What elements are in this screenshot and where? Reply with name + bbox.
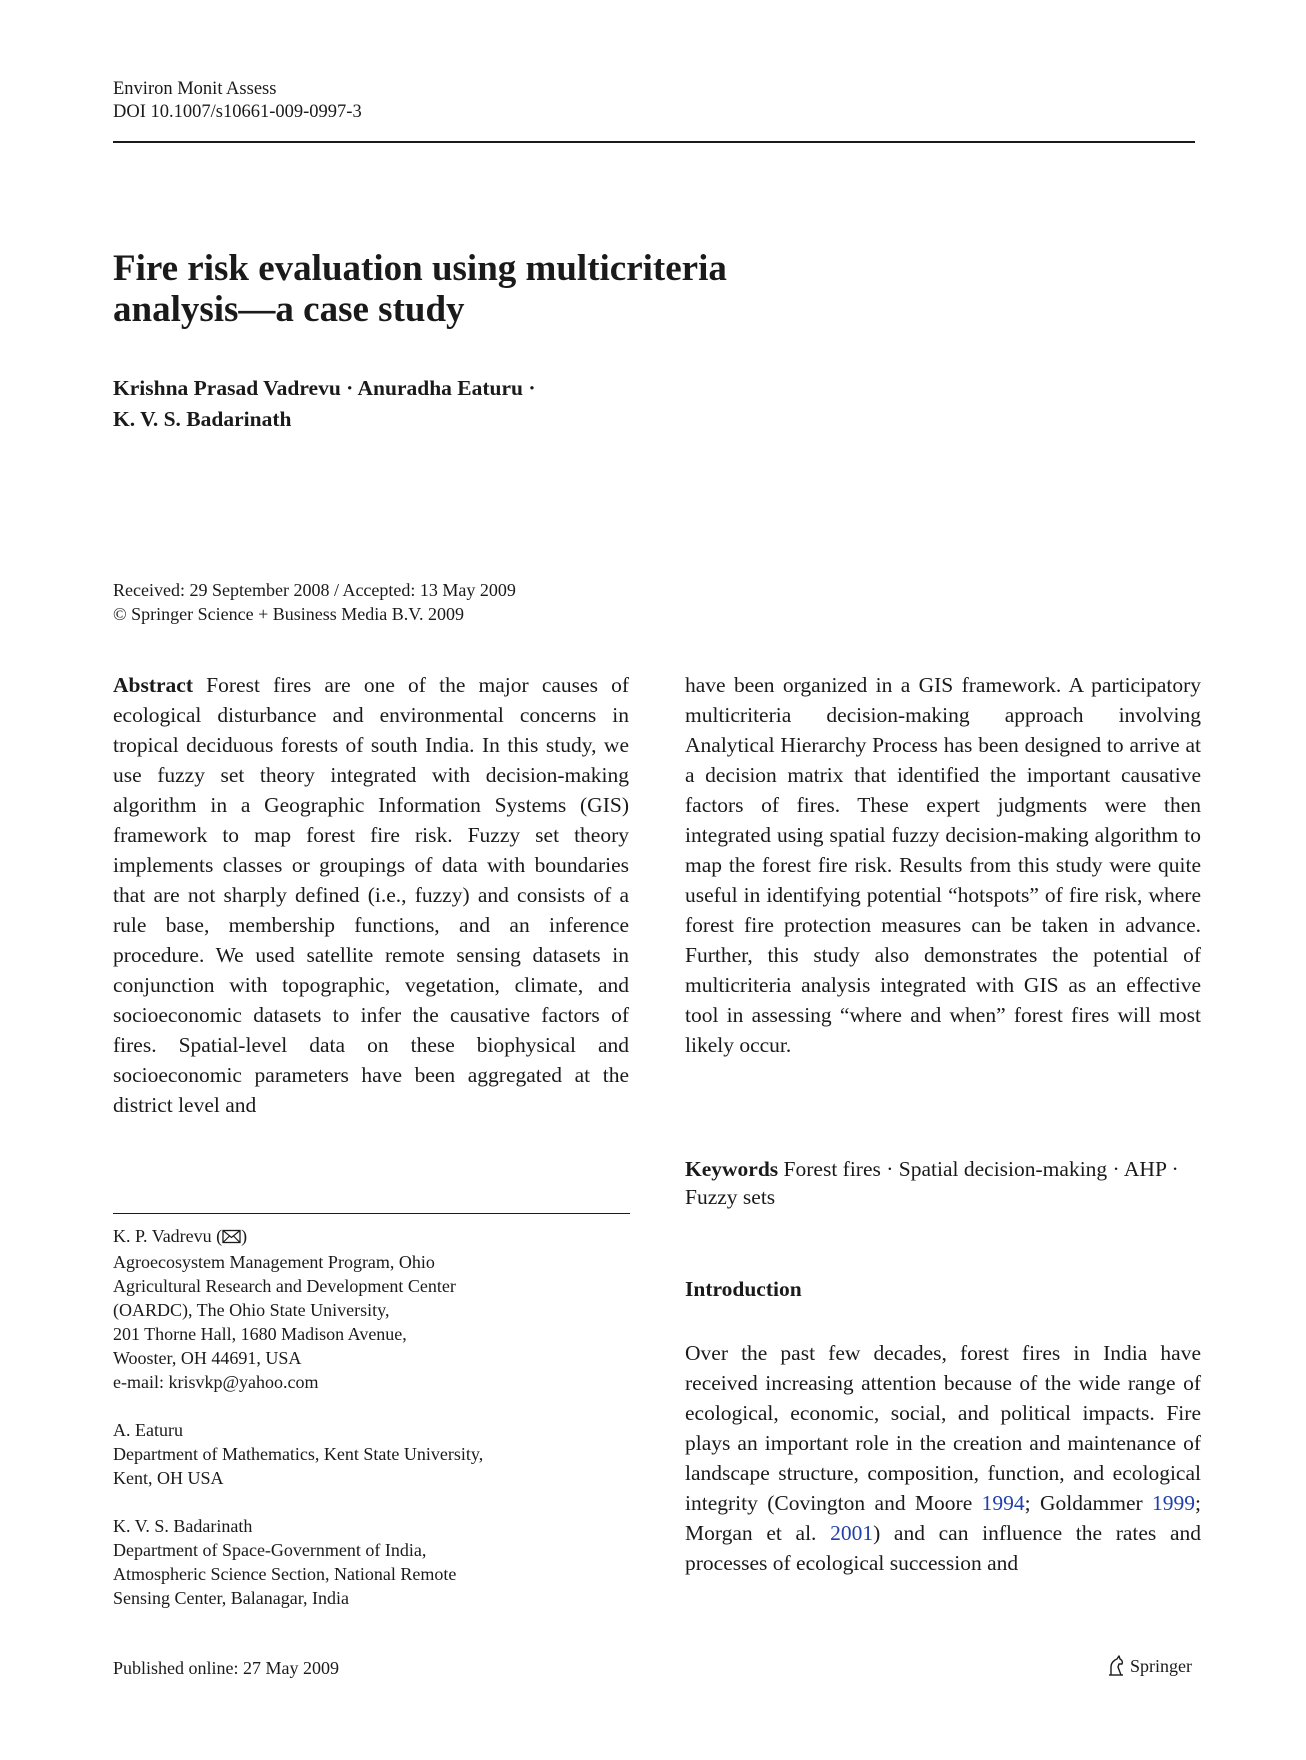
affiliation-line: Agroecosystem Management Program, Ohio [113, 1252, 435, 1272]
abstract-left-column [113, 670, 629, 1120]
affiliations [113, 1224, 633, 1634]
authors-line-1: Krishna Prasad Vadrevu · Anuradha Eaturu · [113, 376, 536, 400]
affiliation-line: Department of Mathematics, Kent State University, [113, 1444, 484, 1464]
keywords-text: Forest fires · Spatial decision-making · AHP · Fuzzy sets [685, 1157, 1179, 1209]
introduction-heading: Introduction [685, 1277, 802, 1301]
copyright: © Springer Science + Business Media B.V. 2009 [113, 604, 464, 624]
abstract-text-right: have been organized in a GIS framework. A participatory multicriteria decision-making approach involving Analytical Hierarchy Process has been designed to arrive at a decision matrix that identified the important causative factors of fires. These expert judgments were then integrated using spatial fuzzy decision-making algorithm to map the forest fire risk. Results from this study were quite useful in identifying potential “hotspots” of fire risk, where forest fire protection measures can be taken in advance. Further, this study also demonstrates the potential of multicriteria analysis integrated with GIS as an effective tool in assessing “where and when” forest fires will most likely occur. [685, 673, 1201, 1057]
header-rule [113, 141, 1195, 143]
affiliation-line: Atmospheric Science Section, National Remote [113, 1564, 457, 1584]
affiliation-line: Department of Space-Government of India, [113, 1540, 427, 1560]
journal-header [113, 78, 362, 124]
abstract-right-column [685, 670, 1201, 1060]
introduction-text: Over the past few decades, forest fires in India have received increasing attention because of the wide range of ecological, economic, social, and political impacts. Fire plays an important role in the creation and maintenance of landscape structure, composition, function, and ecological integrity (Covington and Moore 1994; Goldammer 1999; Morgan et al. 2001) and can influence the rates and processes of ecological succession and [685, 1341, 1202, 1575]
citation-link[interactable]: 1994 [981, 1491, 1025, 1515]
paper-title [113, 248, 1013, 330]
keywords [685, 1155, 1201, 1211]
published-online: Published online: 27 May 2009 [113, 1658, 339, 1678]
affiliation-line: Kent, OH USA [113, 1468, 224, 1488]
abstract-text-left: Forest fires are one of the major causes of ecological disturbance and environmental concerns in tropical deciduous forests of south India. In this study, we use fuzzy set theory integrated with decision-making algorithm in a Geographic Information Systems (GIS) framework to map forest fire risk. Fuzzy set theory implements classes or groupings of data with boundaries that are not sharply defined (i.e., fuzzy) and consists of a rule base, membership functions, and an inference procedure. We used satellite remote sensing datasets in conjunction with topographic, vegetation, climate, and socioeconomic datasets to infer the causative factors of fires. Spatial-level data on these biophysical and socioeconomic parameters have been aggregated at the district level and [113, 673, 629, 1117]
affiliation-name: K. P. Vadrevu ( ) [113, 1224, 633, 1250]
affiliation-name: A. Eaturu [113, 1420, 183, 1440]
journal-name: Environ Monit Assess [113, 79, 277, 99]
springer-horse-icon [1106, 1655, 1126, 1677]
affiliation-3 [113, 1514, 633, 1610]
affiliation-email[interactable]: e-mail: krisvkp@yahoo.com [113, 1372, 319, 1392]
mail-envelope-icon[interactable] [222, 1226, 241, 1250]
authors-line-2: K. V. S. Badarinath [113, 407, 292, 431]
author-list [113, 373, 813, 435]
affiliation-line: Wooster, OH 44691, USA [113, 1348, 302, 1368]
abstract-label: Abstract [113, 673, 194, 697]
title-line-1: Fire risk evaluation using multicriteria [113, 248, 727, 289]
article-dates [113, 578, 516, 626]
title-line-2: analysis—a case study [113, 289, 465, 330]
citation-link[interactable]: 1999 [1152, 1491, 1196, 1515]
received-accepted: Received: 29 September 2008 / Accepted: 13 May 2009 [113, 580, 516, 600]
citation-link[interactable]: 2001 [830, 1521, 874, 1545]
affiliation-2 [113, 1418, 633, 1490]
affiliation-line: Sensing Center, Balanagar, India [113, 1588, 349, 1608]
affiliation-line: 201 Thorne Hall, 1680 Madison Avenue, [113, 1324, 407, 1344]
publisher-logo [1106, 1655, 1192, 1677]
affiliation-1 [113, 1224, 633, 1394]
doi[interactable]: DOI 10.1007/s10661-009-0997-3 [113, 102, 362, 122]
footnote-rule [113, 1213, 630, 1214]
publisher-name: Springer [1130, 1655, 1192, 1676]
affiliation-name: K. V. S. Badarinath [113, 1516, 253, 1536]
keywords-label: Keywords [685, 1157, 779, 1181]
affiliation-line: Agricultural Research and Development Center [113, 1276, 456, 1296]
affiliation-line: (OARDC), The Ohio State University, [113, 1300, 390, 1320]
